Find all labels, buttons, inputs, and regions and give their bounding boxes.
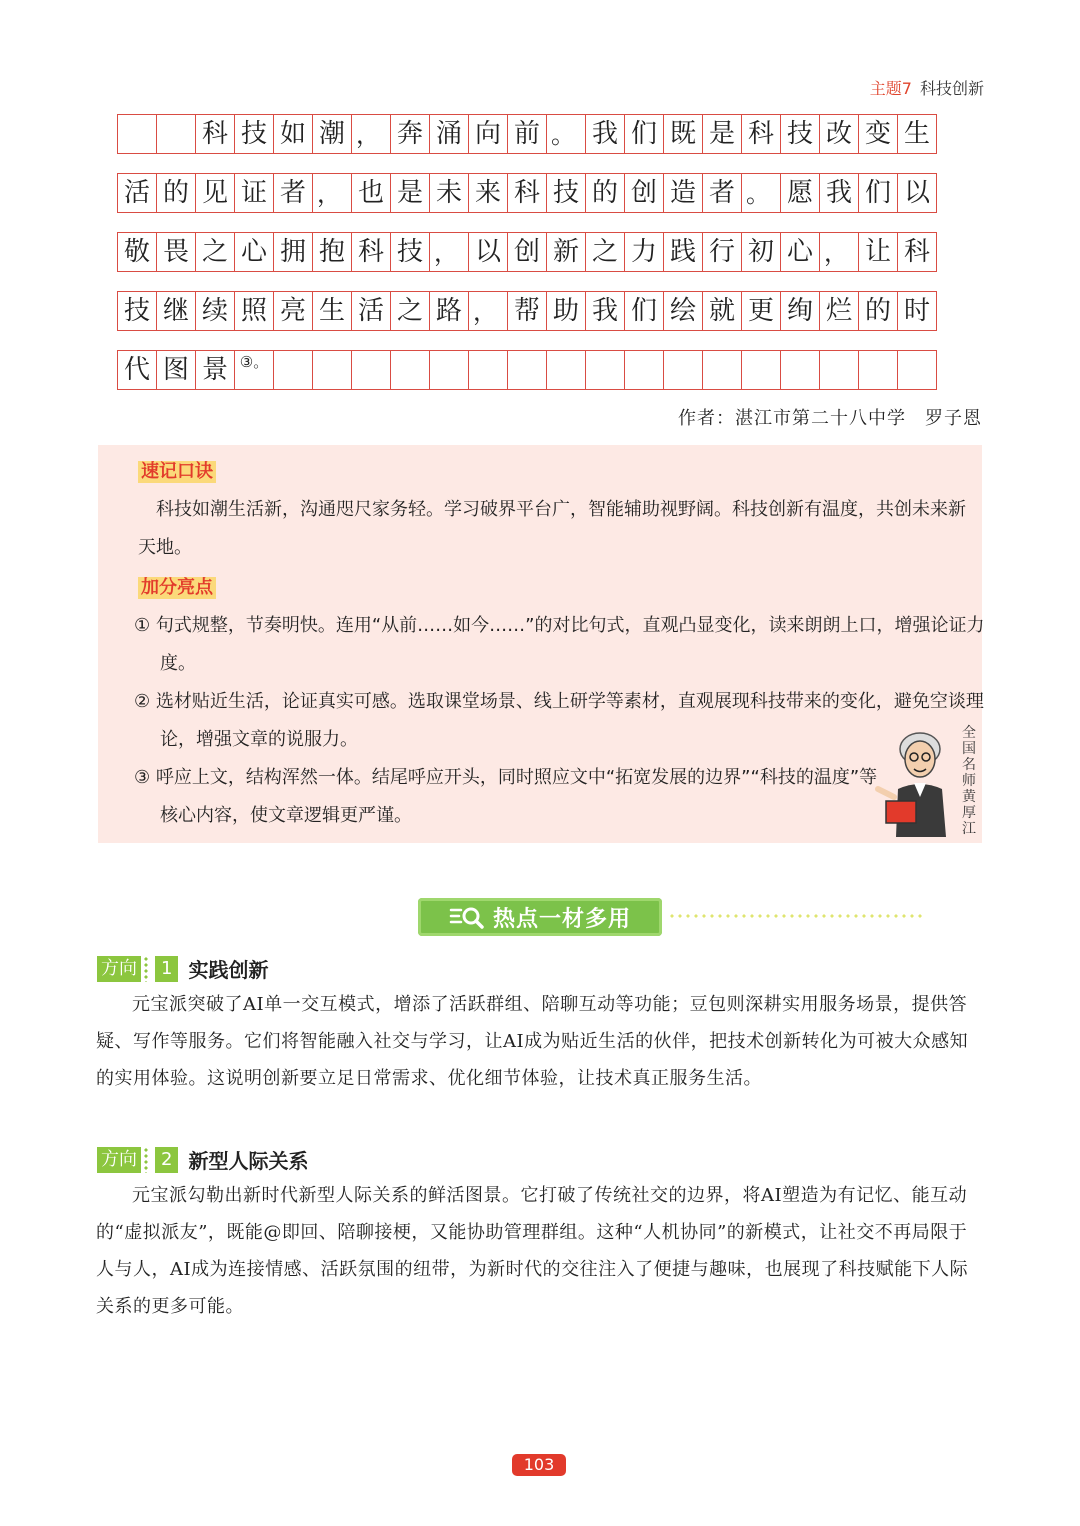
- grid-row: [117, 114, 936, 154]
- direction-title: 实践创新: [188, 958, 269, 982]
- grid-cell: 未: [429, 173, 469, 213]
- grid-cell: 潮: [312, 114, 352, 154]
- grid-cell: 的: [858, 291, 898, 331]
- teacher-illustration-icon: [868, 727, 958, 837]
- grid-cell: 更: [741, 291, 781, 331]
- grid-row: [117, 173, 936, 213]
- grid-cell: 涌: [429, 114, 469, 154]
- grid-cell: 路: [429, 291, 469, 331]
- grid-cell: [156, 114, 196, 154]
- grid-cell: 是: [390, 173, 430, 213]
- grid-cell: [819, 350, 859, 390]
- grid-cell: 我: [819, 173, 859, 213]
- grid-cell: 既: [663, 114, 703, 154]
- teacher-name: 全国名师黄厚江: [962, 725, 976, 837]
- grid-cell: 来: [468, 173, 508, 213]
- grid-cell: [780, 350, 820, 390]
- grid-cell: 们: [624, 114, 664, 154]
- grid-cell: 续: [195, 291, 235, 331]
- grid-cell: [546, 350, 586, 390]
- grid-cell: 绘: [663, 291, 703, 331]
- grid-cell: 绚: [780, 291, 820, 331]
- grid-cell: ，: [351, 114, 391, 154]
- grid-cell: 也: [351, 173, 391, 213]
- grid-cell: 创: [507, 232, 547, 272]
- grid-cell: 活: [117, 173, 157, 213]
- grid-cell: 拥: [273, 232, 313, 272]
- grid-cell: ，: [468, 291, 508, 331]
- mnemonic-text: 科技如潮生活新，沟通咫尺家务轻。学习破界平台广，智能辅助视野阔。科技创新有温度，共创未来新天地。: [138, 499, 966, 558]
- writing-grid: [117, 114, 936, 409]
- grid-cell: [624, 350, 664, 390]
- grid-cell: 畏: [156, 232, 196, 272]
- direction-number: 2: [155, 1147, 178, 1173]
- grid-cell: 之: [390, 291, 430, 331]
- grid-cell: 技: [546, 173, 586, 213]
- grid-cell: 技: [780, 114, 820, 154]
- grid-cell: 践: [663, 232, 703, 272]
- topic-name: 科技创新: [919, 79, 984, 98]
- grid-cell: 行: [702, 232, 742, 272]
- grid-cell: 证: [234, 173, 274, 213]
- direction-1-header: [97, 954, 268, 983]
- grid-cell: [585, 350, 625, 390]
- grid-cell: 者: [273, 173, 313, 213]
- author-line: 作者：湛江市第二十八中学 罗子恩: [678, 408, 982, 429]
- grid-row: [117, 291, 936, 331]
- grid-cell: 帮: [507, 291, 547, 331]
- grid-cell: 技: [390, 232, 430, 272]
- direction-1-text: 元宝派突破了AI单一交互模式，增添了活跃群组、陪聊互动等功能；豆包则深耕实用服务场景，提供答疑、写作等服务。它们将智能融入社交与学习，让AI成为贴近生活的伙伴，把技术创新转化为可被大众感知的实用体验。这说明创新要立足日常需求、优化细节体验，让技术真正服务生活。: [96, 994, 969, 1089]
- grid-cell: 。: [741, 173, 781, 213]
- grid-cell: 前: [507, 114, 547, 154]
- grid-cell: [858, 350, 898, 390]
- grid-cell: ③。: [234, 350, 274, 390]
- grid-cell: 照: [234, 291, 274, 331]
- grid-cell: [741, 350, 781, 390]
- grid-cell: ，: [312, 173, 352, 213]
- magnifier-icon: [449, 904, 485, 930]
- grid-cell: [273, 350, 313, 390]
- grid-cell: 让: [858, 232, 898, 272]
- grid-cell: 科: [741, 114, 781, 154]
- grid-cell: 向: [468, 114, 508, 154]
- grid-cell: [468, 350, 508, 390]
- highlight-item-2: ② 选材贴近生活，论证真实可感。选取课堂场景、线上研学等素材，直观展现科技带来的变化，避免空谈理论，增强文章的说服力。: [134, 691, 984, 750]
- grid-cell: 图: [156, 350, 196, 390]
- grid-cell: 生: [897, 114, 937, 154]
- topic-number: 主题7: [869, 79, 912, 98]
- grid-cell: 造: [663, 173, 703, 213]
- grid-cell: 改: [819, 114, 859, 154]
- grid-cell: 如: [273, 114, 313, 154]
- grid-cell: ，: [429, 232, 469, 272]
- grid-cell: 敬: [117, 232, 157, 272]
- banner-dots: [668, 912, 924, 920]
- grid-cell: 技: [117, 291, 157, 331]
- direction-tag: 方向: [97, 956, 141, 982]
- grid-cell: 者: [702, 173, 742, 213]
- tips-box: [98, 445, 985, 843]
- grid-cell: 科: [351, 232, 391, 272]
- grid-cell: 力: [624, 232, 664, 272]
- direction-sep: [143, 1147, 149, 1173]
- grid-cell: 心: [780, 232, 820, 272]
- grid-cell: 奔: [390, 114, 430, 154]
- grid-cell: 生: [312, 291, 352, 331]
- grid-cell: 科: [897, 232, 937, 272]
- grid-cell: 烂: [819, 291, 859, 331]
- grid-cell: 助: [546, 291, 586, 331]
- grid-cell: 我: [585, 114, 625, 154]
- grid-cell: [312, 350, 352, 390]
- grid-cell: 心: [234, 232, 274, 272]
- grid-cell: 科: [195, 114, 235, 154]
- grid-cell: 见: [195, 173, 235, 213]
- grid-row: [117, 350, 936, 390]
- grid-cell: 们: [624, 291, 664, 331]
- grid-cell: 愿: [780, 173, 820, 213]
- grid-cell: 景: [195, 350, 235, 390]
- grid-cell: 以: [468, 232, 508, 272]
- grid-cell: [351, 350, 391, 390]
- grid-cell: 代: [117, 350, 157, 390]
- grid-cell: 科: [507, 173, 547, 213]
- grid-cell: 创: [624, 173, 664, 213]
- grid-cell: 们: [858, 173, 898, 213]
- direction-2-text: 元宝派勾勒出新时代新型人际关系的鲜活图景。它打破了传统社交的边界，将AI塑造为有记忆、能互动的“虚拟派友”，既能@即回、陪聊接梗，又能协助管理群组。这种“人机协同”的新模式，让社交不再局限于人与人，AI成为连接情感、活跃氛围的纽带，为新时代的交往注入了便捷与趣味，也展现了科技赋能下人际关系的更多可能。: [96, 1185, 969, 1317]
- grid-cell: 变: [858, 114, 898, 154]
- highlight-item-3: ③ 呼应上文，结构浑然一体。结尾呼应开头，同时照应文中“拓宽发展的边界”“科技的温度”等核心内容，使文章逻辑更严谨。: [134, 767, 878, 826]
- direction-sep: [143, 956, 149, 982]
- direction-number: 1: [155, 956, 178, 982]
- grid-cell: 初: [741, 232, 781, 272]
- grid-cell: 抱: [312, 232, 352, 272]
- grid-cell: [507, 350, 547, 390]
- grid-cell: [702, 350, 742, 390]
- page-number: 103: [512, 1454, 566, 1476]
- grid-cell: 我: [585, 291, 625, 331]
- highlight-item-1: ① 句式规整，节奏明快。连用“从前……如今……”的对比句式，直观凸显变化，读来朗朗上口，增强论证力度。: [134, 615, 985, 674]
- page-header-topic: [870, 76, 984, 99]
- grid-cell: [390, 350, 430, 390]
- grid-cell: 以: [897, 173, 937, 213]
- highlights-label: 加分亮点: [138, 577, 216, 599]
- grid-cell: 继: [156, 291, 196, 331]
- direction-2-header: [97, 1145, 308, 1174]
- grid-row: [117, 232, 936, 272]
- grid-cell: 活: [351, 291, 391, 331]
- banner-title: 热点一材多用: [492, 906, 631, 932]
- mnemonic-label: 速记口诀: [138, 461, 216, 483]
- grid-cell: 就: [702, 291, 742, 331]
- grid-cell: 。: [546, 114, 586, 154]
- grid-cell: 的: [585, 173, 625, 213]
- grid-cell: ，: [819, 232, 859, 272]
- direction-title: 新型人际关系: [188, 1149, 309, 1173]
- grid-cell: [663, 350, 703, 390]
- grid-cell: 技: [234, 114, 274, 154]
- grid-cell: 时: [897, 291, 937, 331]
- grid-cell: [117, 114, 157, 154]
- grid-cell: [429, 350, 469, 390]
- grid-cell: [897, 350, 937, 390]
- grid-cell: 之: [585, 232, 625, 272]
- grid-cell: 的: [156, 173, 196, 213]
- direction-tag: 方向: [97, 1147, 141, 1173]
- grid-cell: 之: [195, 232, 235, 272]
- grid-cell: 新: [546, 232, 586, 272]
- grid-cell: 亮: [273, 291, 313, 331]
- grid-cell: 是: [702, 114, 742, 154]
- section-banner: [418, 898, 662, 936]
